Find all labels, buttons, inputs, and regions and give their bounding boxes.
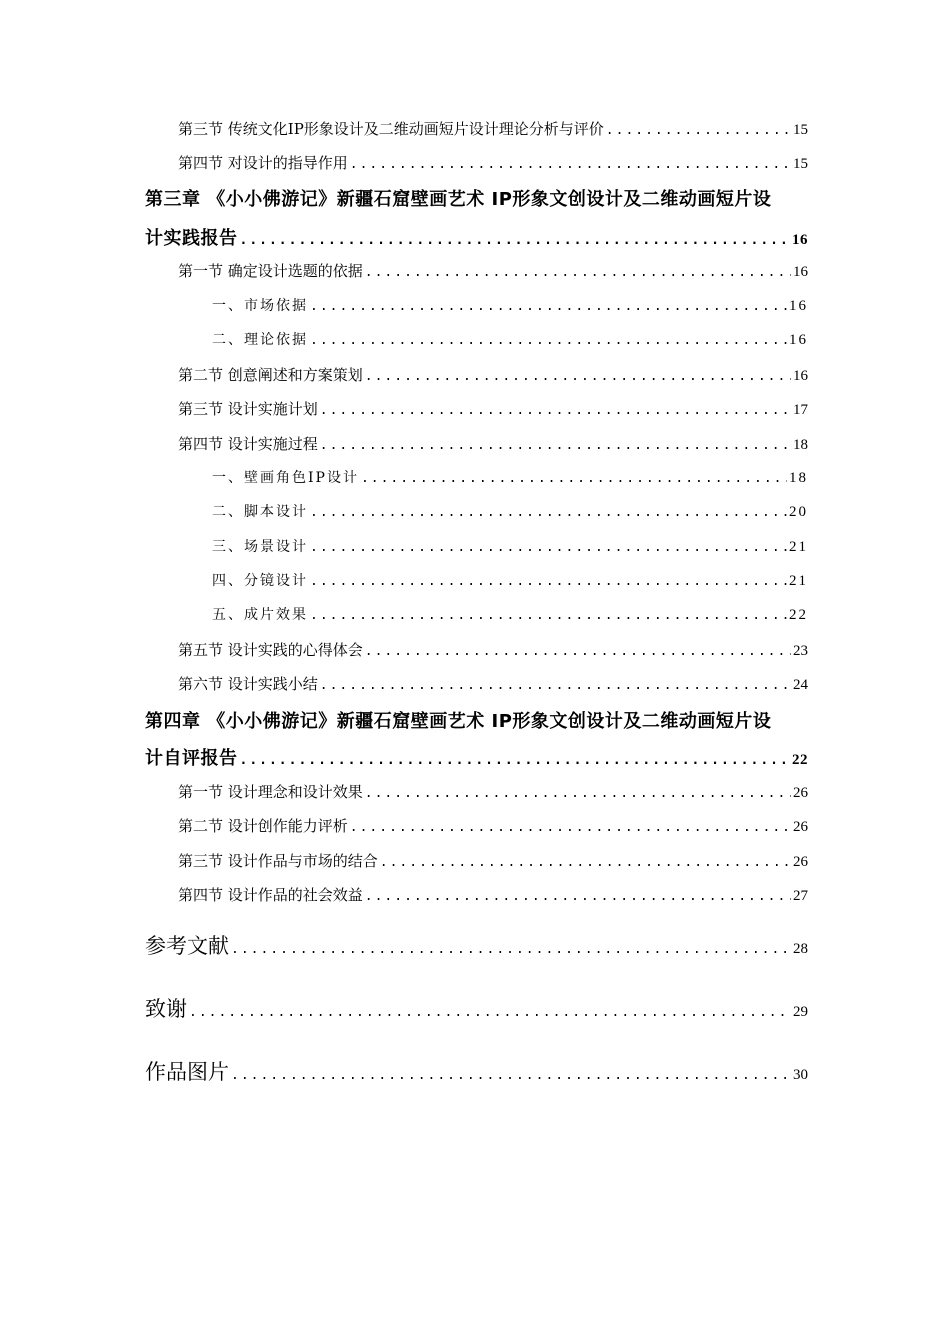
toc-entry[interactable] bbox=[0, 467, 808, 487]
toc-entry-title: 作品图片 bbox=[145, 1060, 229, 1084]
toc-entry[interactable] bbox=[0, 536, 808, 556]
toc-entry-chapter3[interactable] bbox=[0, 224, 808, 250]
toc-page-number: 28 bbox=[793, 941, 808, 957]
leader-dots bbox=[310, 299, 787, 314]
leader-dots bbox=[350, 157, 791, 172]
toc-entry[interactable] bbox=[0, 815, 808, 836]
leader-dots bbox=[310, 574, 787, 589]
leader-dots bbox=[365, 889, 791, 904]
toc-entry[interactable] bbox=[0, 295, 808, 315]
leader-dots bbox=[310, 333, 787, 348]
toc-page-number: 22 bbox=[789, 607, 808, 623]
leader-dots bbox=[606, 123, 791, 138]
toc-entry[interactable] bbox=[0, 329, 808, 349]
leader-dots bbox=[240, 753, 791, 768]
toc-entry[interactable] bbox=[0, 433, 808, 454]
toc-entry-title: 一、壁画角色IP设计 bbox=[212, 470, 359, 486]
toc-page-number: 15 bbox=[793, 156, 808, 172]
toc-page-number: 22 bbox=[792, 752, 808, 768]
toc-page-number: 24 bbox=[793, 677, 808, 693]
toc-entry-title: 二、理论依据 bbox=[212, 332, 308, 348]
toc-entry-title: 二、脚本设计 bbox=[212, 504, 308, 520]
toc-entry-title: 第一节 确定设计选题的依据 bbox=[178, 262, 363, 280]
toc-entry[interactable] bbox=[0, 398, 808, 419]
toc-page-number: 18 bbox=[789, 470, 808, 486]
leader-dots bbox=[320, 438, 791, 453]
chapter3-title-line2: 计实践报告 bbox=[145, 228, 238, 249]
toc-entry-title: 参考文献 bbox=[145, 934, 229, 958]
toc-entry-title: 第三节 传统文化IP形象设计及二维动画短片设计理论分析与评价 bbox=[178, 120, 604, 138]
toc-entry-title: 三、场景设计 bbox=[212, 539, 308, 555]
toc-page-number: 26 bbox=[793, 819, 808, 835]
toc-entry-title: 第三节 设计实施计划 bbox=[178, 400, 318, 418]
toc-entry[interactable] bbox=[0, 152, 808, 173]
toc-page-number: 21 bbox=[789, 539, 808, 555]
toc-page-number: 16 bbox=[789, 332, 808, 348]
chapter4-title-line2: 计自评报告 bbox=[145, 748, 238, 769]
toc-entry-title: 第四节 设计作品的社会效益 bbox=[178, 886, 363, 904]
leader-dots bbox=[310, 505, 787, 520]
toc-entry-title: 第五节 设计实践的心得体会 bbox=[178, 641, 363, 659]
toc-entry[interactable] bbox=[0, 781, 808, 802]
leader-dots bbox=[231, 942, 791, 957]
toc-entry[interactable] bbox=[0, 604, 808, 624]
toc-entry[interactable] bbox=[0, 673, 808, 694]
toc-page-number: 23 bbox=[793, 643, 808, 659]
toc-page-number: 20 bbox=[789, 504, 808, 520]
toc-entry-title: 第二节 创意阐述和方案策划 bbox=[178, 366, 363, 384]
toc-entry-title: 五、成片效果 bbox=[212, 607, 308, 623]
leader-dots bbox=[380, 855, 791, 870]
leader-dots bbox=[310, 540, 787, 555]
toc-entry[interactable] bbox=[0, 501, 808, 521]
toc-entry[interactable] bbox=[0, 364, 808, 385]
leader-dots bbox=[365, 265, 791, 280]
toc-entry-title: 第六节 设计实践小结 bbox=[178, 675, 318, 693]
toc-entry[interactable] bbox=[0, 118, 808, 139]
leader-dots bbox=[365, 369, 791, 384]
leader-dots bbox=[189, 1005, 791, 1020]
leader-dots bbox=[320, 403, 791, 418]
toc-entry-references[interactable] bbox=[0, 930, 808, 960]
toc-page-number: 16 bbox=[789, 298, 808, 314]
toc-entry-title: 四、分镜设计 bbox=[212, 573, 308, 589]
chapter3-title-line1[interactable]: 第三章 《小小佛游记》新疆石窟壁画艺术 IP形象文创设计及二维动画短片设 bbox=[145, 189, 772, 210]
leader-dots bbox=[350, 820, 791, 835]
toc-entry-chapter4[interactable] bbox=[0, 744, 808, 770]
toc-entry-works[interactable] bbox=[0, 1056, 808, 1086]
toc-entry-title: 第四节 设计实施过程 bbox=[178, 435, 318, 453]
toc-page-number: 16 bbox=[793, 264, 808, 280]
toc-entry[interactable] bbox=[0, 570, 808, 590]
toc-page-number: 29 bbox=[793, 1004, 808, 1020]
toc-page-number: 26 bbox=[793, 854, 808, 870]
toc-page-number: 16 bbox=[793, 368, 808, 384]
leader-dots bbox=[365, 786, 791, 801]
toc-page-number: 18 bbox=[793, 437, 808, 453]
toc-page-number: 21 bbox=[789, 573, 808, 589]
toc-entry-title: 第三节 设计作品与市场的结合 bbox=[178, 852, 378, 870]
toc-page-number: 16 bbox=[792, 232, 808, 248]
toc-page-number: 27 bbox=[793, 888, 808, 904]
leader-dots bbox=[240, 233, 791, 248]
toc-page-number: 15 bbox=[793, 122, 808, 138]
toc-entry-title: 第一节 设计理念和设计效果 bbox=[178, 783, 363, 801]
toc-entry-title: 致谢 bbox=[145, 997, 187, 1021]
toc-entry[interactable] bbox=[0, 639, 808, 660]
toc-page-number: 30 bbox=[793, 1067, 808, 1083]
toc-entry-title: 第二节 设计创作能力评析 bbox=[178, 817, 348, 835]
toc-entry-title: 一、市场依据 bbox=[212, 298, 308, 314]
leader-dots bbox=[361, 471, 787, 486]
toc-entry[interactable] bbox=[0, 850, 808, 871]
toc-entry-acknowledgements[interactable] bbox=[0, 993, 808, 1023]
leader-dots bbox=[231, 1068, 791, 1083]
toc-entry[interactable] bbox=[0, 260, 808, 281]
leader-dots bbox=[320, 678, 791, 693]
toc-entry-title: 第四节 对设计的指导作用 bbox=[178, 154, 348, 172]
toc-page-number: 17 bbox=[793, 402, 808, 418]
leader-dots bbox=[365, 644, 791, 659]
leader-dots bbox=[310, 608, 787, 623]
toc-page-number: 26 bbox=[793, 785, 808, 801]
toc-entry[interactable] bbox=[0, 884, 808, 905]
chapter4-title-line1[interactable]: 第四章 《小小佛游记》新疆石窟壁画艺术 IP形象文创设计及二维动画短片设 bbox=[145, 711, 772, 732]
